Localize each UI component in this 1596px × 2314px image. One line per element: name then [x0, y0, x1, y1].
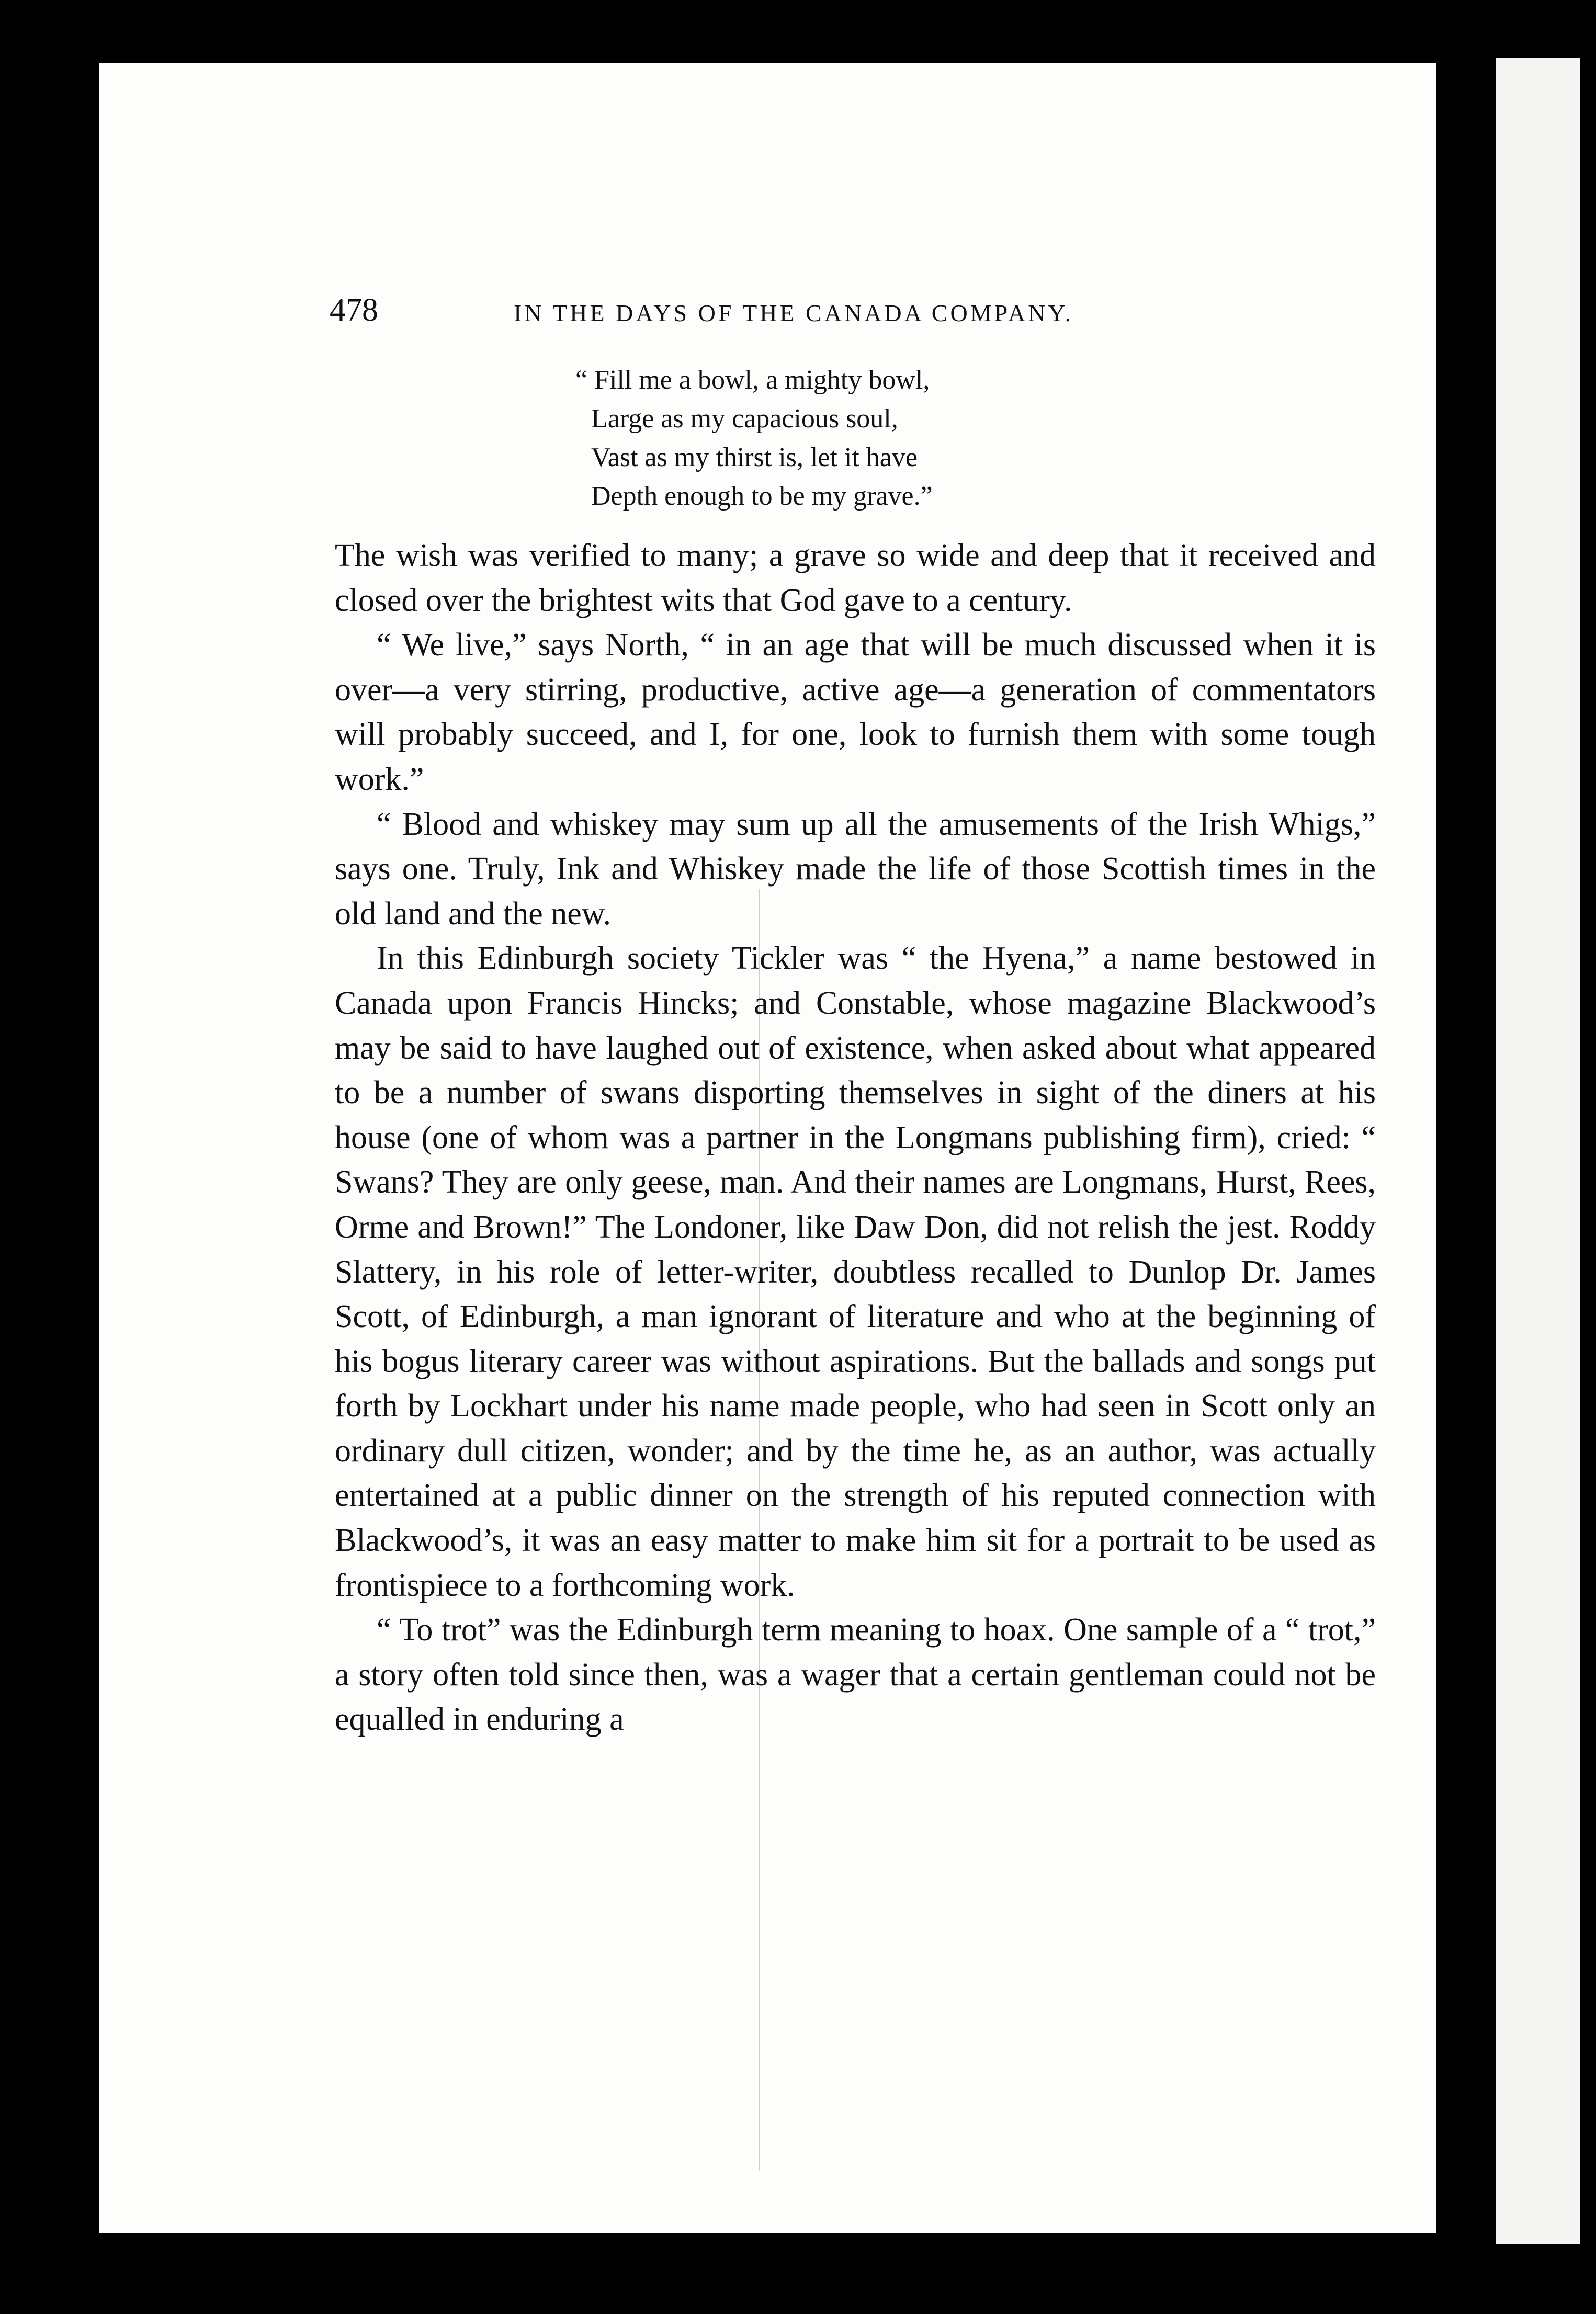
epigraph [575, 361, 1151, 516]
page-number: 478 [330, 292, 378, 328]
running-head: IN THE DAYS OF THE CANADA COMPANY. [514, 300, 1074, 326]
paragraph: “ Blood and whiskey may sum up all the amusements of the Irish Whigs,” says one. Truly, Ink and Whiskey made the life of those Scottish times in the old land and the new. [335, 806, 1376, 932]
paragraph: The wish was verified to many; a grave so wide and deep that it received and closed over the brightest wits that God gave to a century. [335, 538, 1376, 618]
epigraph-line: Depth enough to be my grave.” [591, 481, 933, 511]
body-text [335, 534, 1376, 1742]
paragraph: In this Edinburgh society Tickler was “ the Hyena,” a name bestowed in Canada upon Francis Hincks; and Constable, whose magazine Blackwood’s may be said to have laughed out of existence, when asked about what appeared to be a number of swans disporting themselves in sight of the diners at his house (one of whom was a partner in the Longmans publishing firm), cried: “ Swans? They are only geese, man. And their names are Longmans, Hurst, Rees, Orme and Brown!” The Londoner, like Daw Don, did not relish the jest. Roddy Slattery, in his role of letter-writer, doubtless recalled to Dunlop Dr. James Scott, of Edinburgh, a man ignorant of literature and who at the beginning of his bogus literary career was without aspirations. But the ballads and songs put forth by Lockhart under his name made people, who had seen in Scott only an ordinary dull citizen, wonder; and by the time he, as an author, was actually entertained at a public dinner on the strength of his reputed connection with Blackwood’s, it was an easy matter to make him sit for a portrait to be used as frontispiece to a forthcoming work. [335, 940, 1376, 1603]
epigraph-line: “ Fill me a bowl, a mighty bowl, [575, 365, 930, 395]
epigraph-line: Large as my capacious soul, [591, 404, 898, 434]
page-header [330, 292, 1360, 334]
epigraph-line: Vast as my thirst is, let it have [591, 443, 918, 472]
paragraph: “ We live,” says North, “ in an age that will be much discussed when it is over—a very stirring, productive, active age—a generation of commentators will probably succeed, and I, for one, look to furnish them with some tough work.” [335, 627, 1376, 797]
adjacent-page-edge [1496, 58, 1580, 2244]
paragraph: “ To trot” was the Edinburgh term meaning to hoax. One sample of a “ trot,” a story often told since then, was a wager that a certain gentleman could not be equalled in enduring a [335, 1612, 1376, 1738]
